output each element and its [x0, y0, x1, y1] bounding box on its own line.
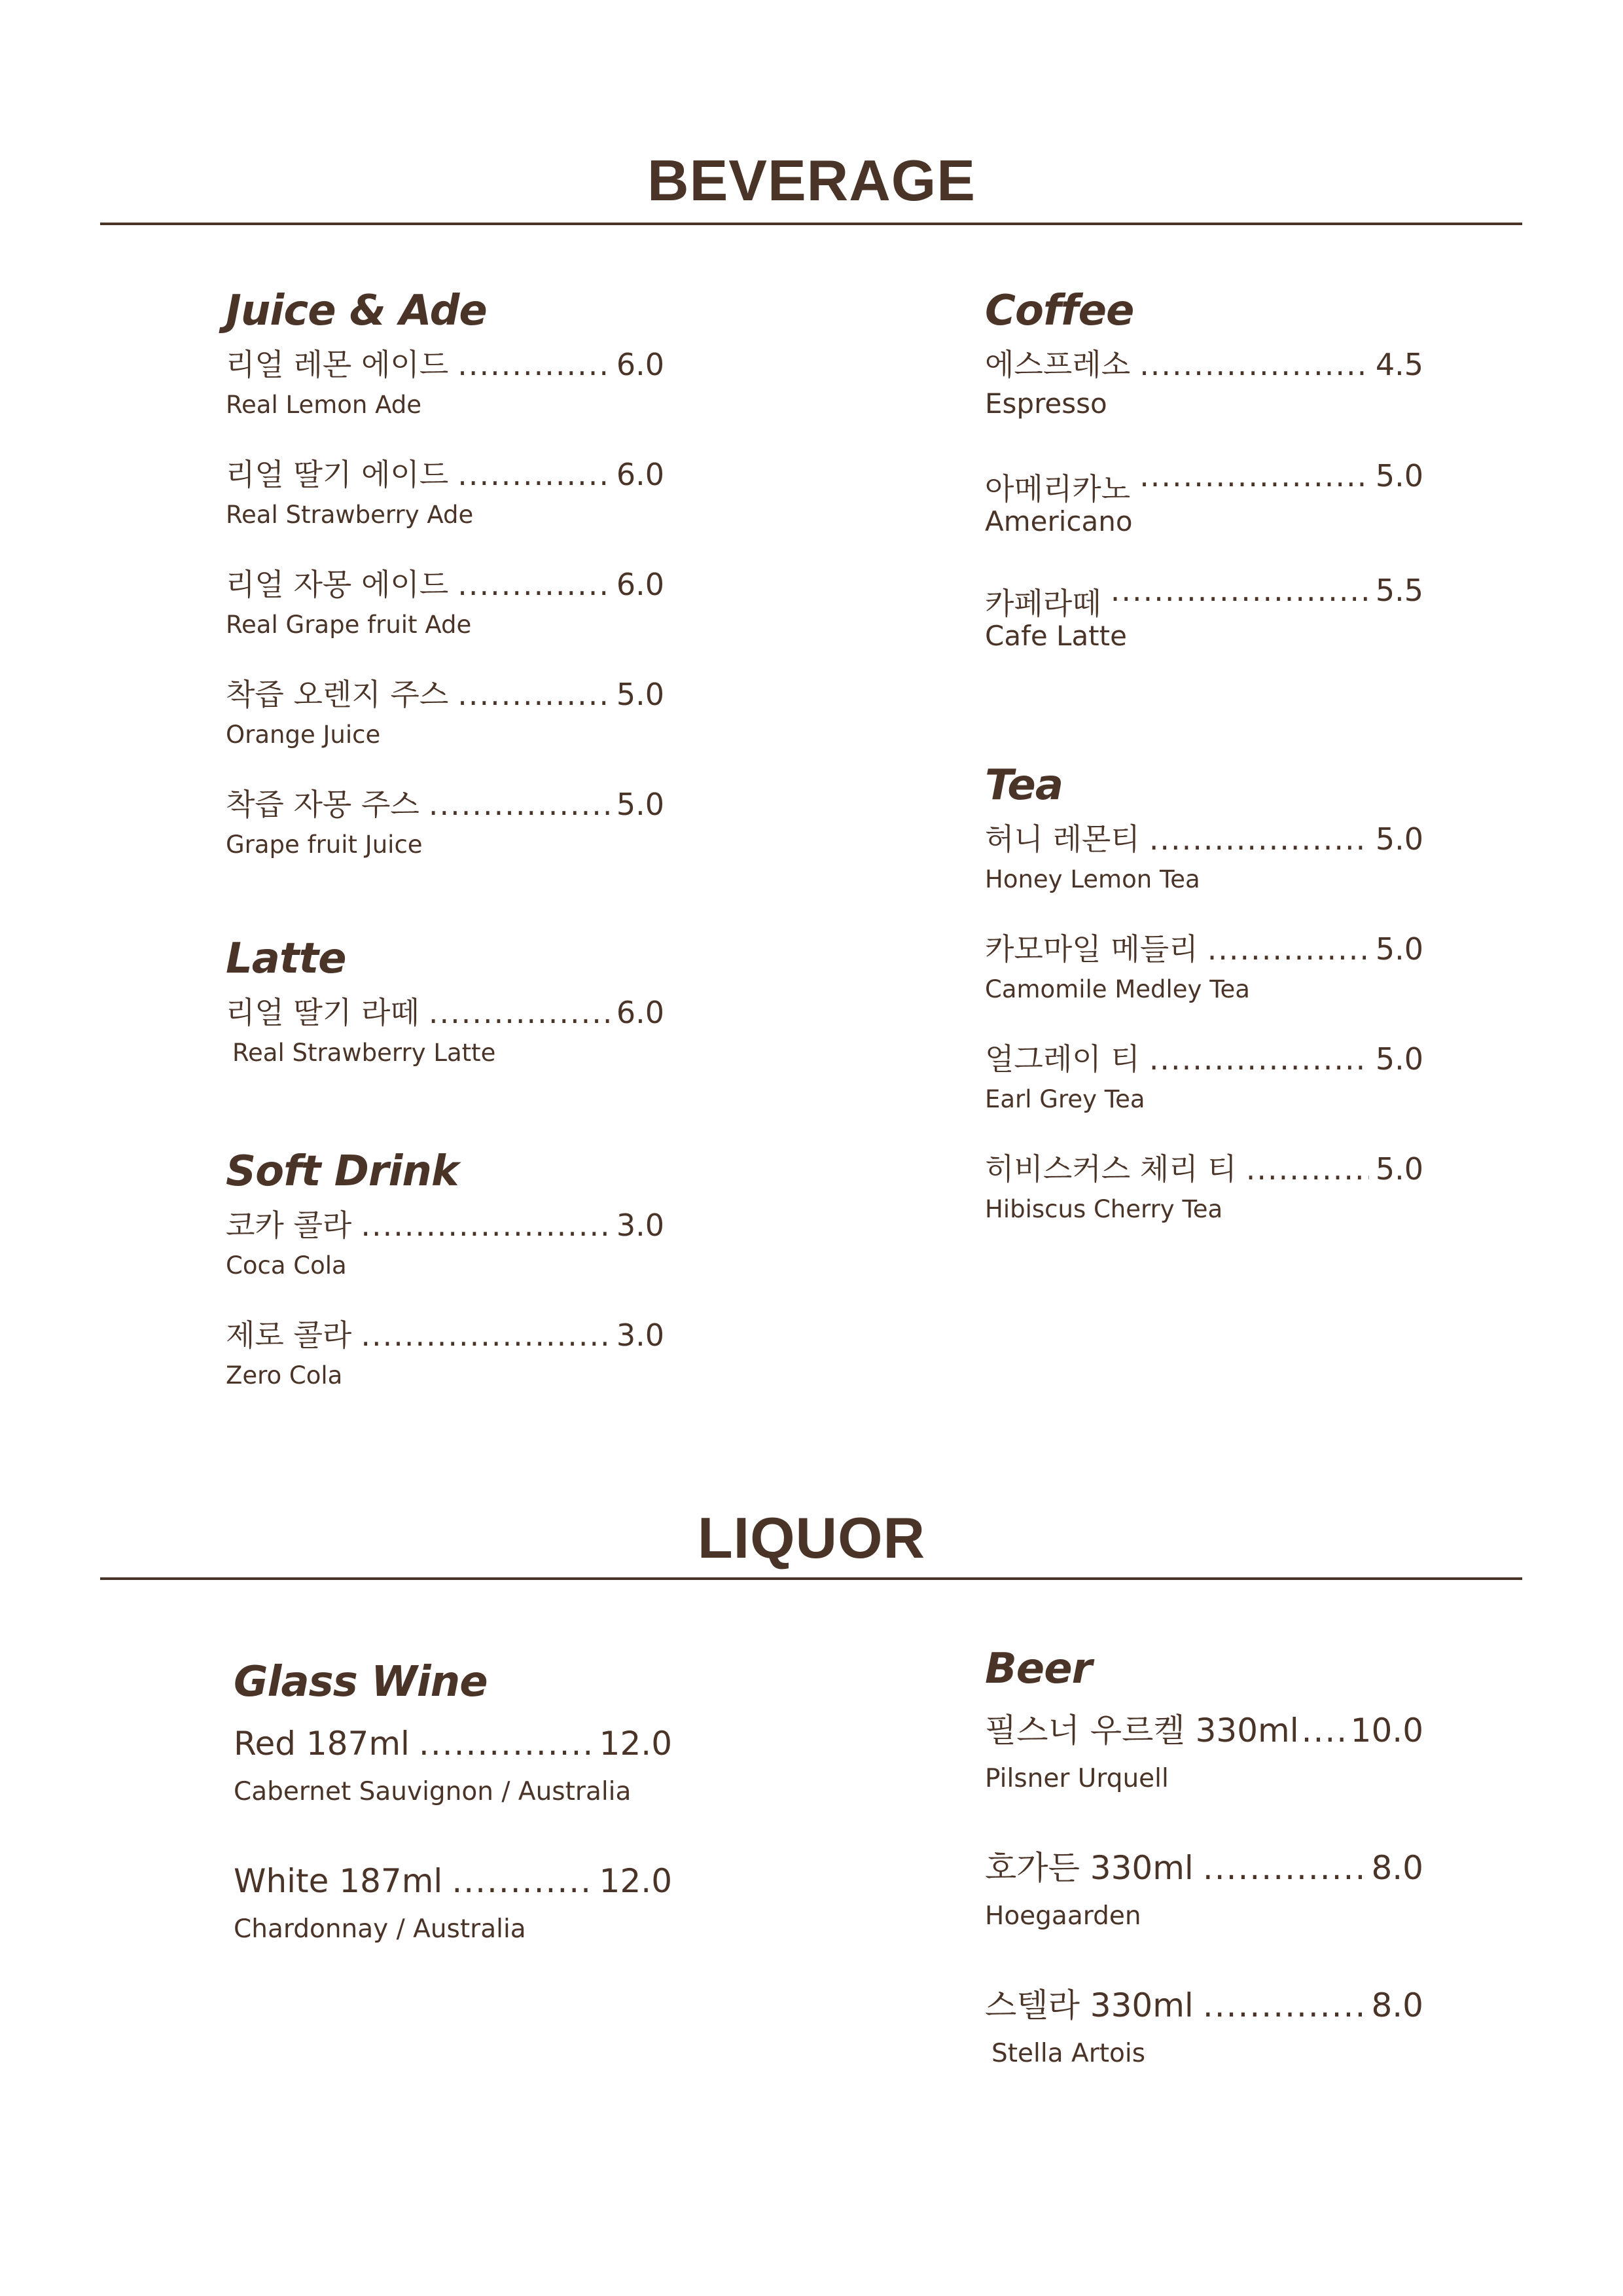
item-price: 5.0 — [1375, 1151, 1423, 1187]
item-english-name: Real Strawberry Latte — [232, 1039, 496, 1067]
soft-drink-group — [226, 1145, 664, 1426]
item-english-name: Cabernet Sauvignon / Australia — [234, 1777, 632, 1806]
dot-leader — [457, 675, 610, 714]
menu-item — [985, 345, 1423, 456]
tea-group — [985, 759, 1423, 1259]
item-english-name: Orange Juice — [226, 721, 381, 749]
item-name: 코카 콜라 — [226, 1208, 352, 1243]
menu-item — [226, 1316, 664, 1426]
item-price: 5.0 — [1375, 1041, 1423, 1077]
item-price: 5.0 — [1375, 931, 1423, 967]
menu-item — [985, 929, 1423, 1039]
dot-leader — [1149, 1039, 1369, 1079]
item-english-name: Hibiscus Cherry Tea — [985, 1195, 1223, 1223]
item-name: 스텔라 330ml — [985, 1986, 1194, 2024]
item-price: 6.0 — [616, 457, 664, 492]
dot-leader — [1203, 1848, 1365, 1888]
beverage-title: BEVERAGE — [647, 148, 976, 213]
dot-leader — [457, 565, 610, 604]
menu-item — [226, 565, 664, 675]
menu-item — [226, 345, 664, 455]
item-name: 제로 콜라 — [226, 1318, 352, 1353]
item-price: 5.0 — [1375, 458, 1423, 493]
item-price: 12.0 — [599, 1725, 672, 1763]
item-english-name: Zero Cola — [226, 1361, 343, 1390]
dot-leader — [1207, 929, 1369, 969]
item-english-name: Hoegaarden — [985, 1901, 1141, 1931]
dot-leader — [1139, 456, 1369, 495]
group-title: Beer — [985, 1645, 1092, 1693]
dot-leader — [1203, 1986, 1365, 2025]
dot-leader — [1139, 345, 1369, 384]
dot-leader — [457, 455, 610, 494]
item-name: 얼그레이 티 — [985, 1041, 1140, 1077]
beverage-divider — [100, 223, 1522, 225]
menu-item — [226, 785, 664, 895]
liquor-divider — [100, 1577, 1522, 1580]
item-english-name: Real Strawberry Ade — [226, 501, 474, 529]
item-price: 5.0 — [616, 787, 664, 822]
menu-item — [985, 819, 1423, 929]
dot-leader — [1246, 1149, 1369, 1189]
beer-group — [985, 1643, 1423, 2123]
dot-leader — [361, 1206, 609, 1245]
menu-item — [234, 1724, 672, 1861]
menu-item — [985, 571, 1423, 685]
menu-item — [226, 1206, 664, 1316]
item-english-name: Pilsner Urquell — [985, 1764, 1169, 1793]
item-price: 6.0 — [616, 567, 664, 602]
item-name: 필스너 우르켈 330ml — [985, 1712, 1299, 1749]
liquor-title: LIQUOR — [697, 1505, 926, 1570]
item-name: 허니 레몬티 — [985, 821, 1140, 857]
coffee-group — [985, 285, 1423, 685]
menu-item — [985, 1848, 1423, 1986]
item-english-name: Coca Cola — [226, 1251, 347, 1280]
item-name: 호가든 330ml — [985, 1849, 1194, 1887]
item-name: 리얼 딸기 에이드 — [226, 457, 449, 492]
item-price: 8.0 — [1371, 1849, 1423, 1887]
dot-leader — [419, 1724, 593, 1763]
group-title: Juice & Ade — [226, 287, 487, 335]
item-english-name: Chardonnay / Australia — [234, 1914, 526, 1944]
item-price: 12.0 — [599, 1862, 672, 1900]
item-english-name: Stella Artois — [991, 2039, 1146, 2068]
item-english-name: Cafe Latte — [985, 620, 1127, 652]
item-price: 10.0 — [1350, 1712, 1423, 1749]
item-price: 6.0 — [616, 347, 664, 382]
menu-item — [985, 1986, 1423, 2123]
item-price: 5.0 — [616, 677, 664, 712]
item-price: 3.0 — [616, 1318, 664, 1353]
dot-leader — [1149, 819, 1369, 859]
item-english-name: Espresso — [985, 387, 1107, 420]
dot-leader — [1111, 571, 1369, 610]
menu-item — [985, 1711, 1423, 1848]
dot-leader — [1302, 1711, 1344, 1750]
menu-item — [985, 456, 1423, 571]
item-name: Red 187ml — [234, 1725, 410, 1763]
item-english-name: Real Grape fruit Ade — [226, 611, 472, 639]
item-name: 착즙 오렌지 주스 — [226, 677, 449, 712]
item-name: 카페라떼 — [985, 586, 1101, 621]
menu-item — [985, 1039, 1423, 1149]
group-title: Tea — [985, 761, 1063, 810]
group-title: Coffee — [985, 287, 1134, 335]
item-english-name: Earl Grey Tea — [985, 1085, 1145, 1113]
item-name: 착즙 자몽 주스 — [226, 787, 419, 822]
dot-leader — [457, 345, 610, 384]
item-english-name: Grape fruit Juice — [226, 831, 423, 859]
dot-leader — [429, 993, 610, 1032]
item-english-name: Honey Lemon Tea — [985, 865, 1200, 893]
menu-item — [985, 1149, 1423, 1259]
dot-leader — [452, 1861, 592, 1901]
item-name: 카모마일 메들리 — [985, 931, 1198, 967]
item-name: 아메리카노 — [985, 471, 1131, 507]
item-name: 리얼 자몽 에이드 — [226, 567, 449, 602]
latte-group — [226, 933, 664, 1103]
menu-item — [234, 1861, 672, 1999]
juice-ade-group — [226, 285, 664, 895]
menu-item — [226, 675, 664, 785]
dot-leader — [361, 1316, 609, 1355]
dot-leader — [429, 785, 610, 824]
item-name: 리얼 딸기 라떼 — [226, 995, 419, 1030]
item-price: 5.0 — [1375, 821, 1423, 857]
item-price: 6.0 — [616, 995, 664, 1030]
item-price: 5.5 — [1375, 573, 1423, 608]
item-name: White 187ml — [234, 1862, 443, 1900]
item-price: 8.0 — [1371, 1986, 1423, 2024]
group-title: Soft Drink — [226, 1147, 459, 1196]
group-title: Latte — [226, 935, 346, 983]
item-english-name: Real Lemon Ade — [226, 391, 422, 419]
menu-item — [226, 455, 664, 565]
item-price: 3.0 — [616, 1208, 664, 1243]
item-name: 에스프레소 — [985, 347, 1131, 382]
item-name: 리얼 레몬 에이드 — [226, 347, 449, 382]
menu-item — [226, 993, 664, 1103]
item-name: 히비스커스 체리 티 — [985, 1151, 1237, 1187]
item-english-name: Americano — [985, 505, 1133, 537]
item-price: 4.5 — [1375, 347, 1423, 382]
group-title: Glass Wine — [234, 1658, 488, 1706]
item-english-name: Camomile Medley Tea — [985, 975, 1250, 1003]
glass-wine-group — [234, 1656, 672, 1999]
